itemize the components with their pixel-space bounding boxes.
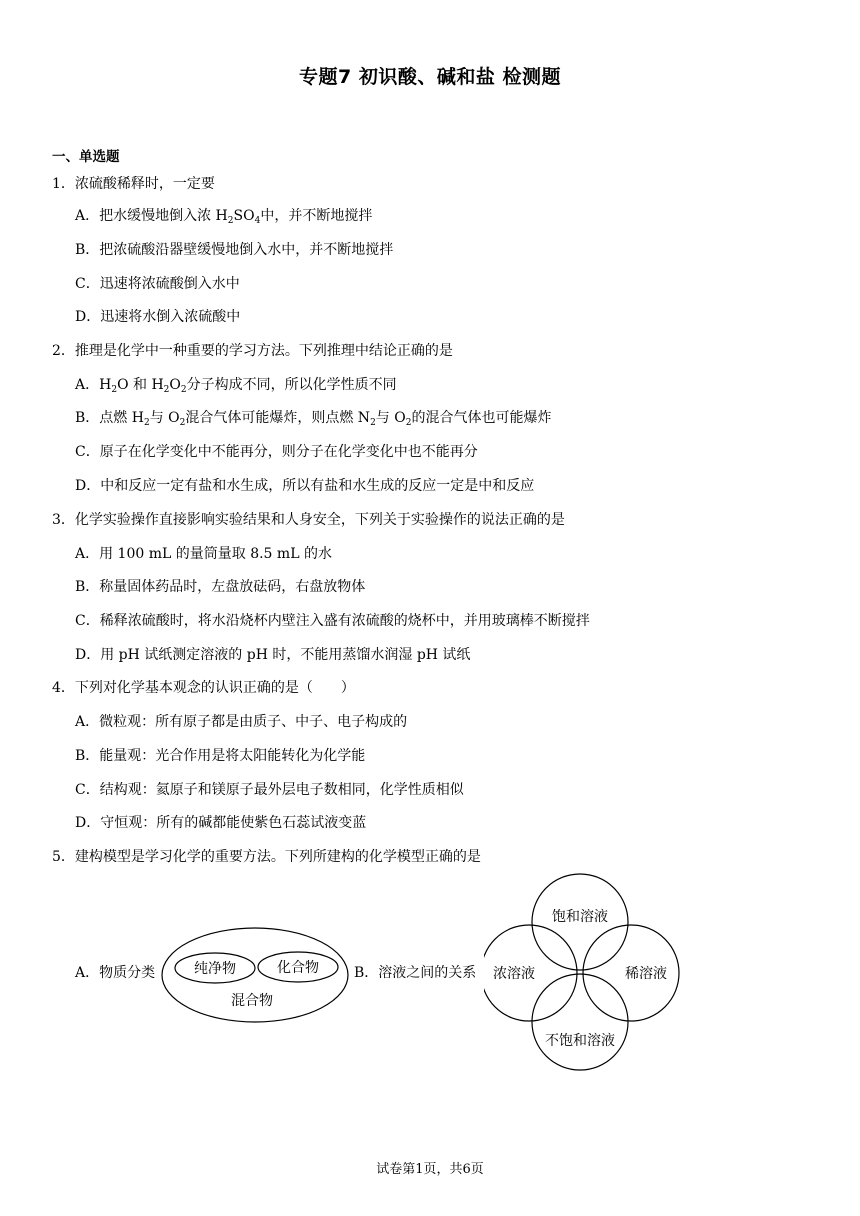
question-4-option-d: D．守恒观：所有的碱都能使紫色石蕊试液变蓝 [75, 815, 367, 831]
question-2-option-a: A．$H_2O$ 和 $H_2O_2$分子构成不同，所以化学性质不同 [75, 377, 397, 395]
question-3-option-c: C．稀释浓硫酸时，将水沿烧杯内壁注入盛有浓硫酸的烧杯中，并用玻璃棒不断搅拌 [75, 613, 590, 629]
question-2-option-c: C．原子在化学变化中不能再分，则分子在化学变化中也不能再分 [75, 444, 478, 460]
label-pure-substance: 纯净物 [194, 961, 236, 977]
question-4-option-b: B．能量观：光合作用是将太阳能转化为化学能 [75, 748, 366, 764]
classification-diagram [160, 925, 350, 1025]
question-3-option-d: D．用 pH 试纸测定溶液的 pH 时，不能用蒸馏水润湿 pH 试纸 [75, 647, 471, 663]
section-heading: 一、单选题 [52, 149, 120, 165]
question-4-stem: 4．下列对化学基本观念的认识正确的是（ ） [52, 680, 355, 696]
question-3-option-b: B．称量固体药品时，左盘放砝码，右盘放物体 [75, 579, 366, 595]
solution-relationship-diagram [484, 872, 684, 1072]
label-unsaturated: 不饱和溶液 [545, 1033, 615, 1049]
question-3-option-a: A．用 100 mL 的量筒量取 8.5 mL 的水 [75, 546, 332, 562]
question-1-option-a: A．把水缓慢地倒入浓 $H_2SO_4$中，并不断地搅拌 [75, 208, 373, 226]
question-2-option-b: B．点燃 $H_2$与 $O_2$混合气体可能爆炸，则点燃 $N_2$与 $O_2$的混合气体也可能爆炸 [75, 410, 552, 428]
question-1-option-c: C．迅速将浓硫酸倒入水中 [75, 276, 240, 292]
page-footer: 试卷第1页，共6页 [376, 1162, 484, 1177]
question-2-stem: 2．推理是化学中一种重要的学习方法。下列推理中结论正确的是 [52, 343, 453, 359]
question-5-option-a-label: A．物质分类 [75, 965, 156, 981]
circle-unsaturated [532, 974, 628, 1070]
question-3-stem: 3．化学实验操作直接影响实验结果和人身安全，下列关于实验操作的说法正确的是 [52, 512, 565, 528]
question-5-stem: 5．建构模型是学习化学的重要方法。下列所建构的化学模型正确的是 [52, 849, 481, 865]
label-concentrated: 浓溶液 [493, 966, 535, 982]
label-dilute: 稀溶液 [625, 966, 667, 982]
question-4-option-a: A．微粒观：所有原子都是由质子、中子、电子构成的 [75, 714, 408, 730]
question-1-option-d: D．迅速将水倒入浓硫酸中 [75, 309, 241, 325]
question-2-option-d: D．中和反应一定有盐和水生成，所以有盐和水生成的反应一定是中和反应 [75, 478, 535, 494]
label-compound: 化合物 [277, 960, 319, 976]
label-mixture: 混合物 [231, 993, 273, 1009]
question-5-option-b-label: B．溶液之间的关系 [354, 965, 477, 981]
page-title: 专题7 初识酸、碱和盐 检测题 [299, 66, 561, 88]
question-1-stem: 1．浓硫酸稀释时，一定要 [52, 176, 215, 192]
question-1-option-b: B．把浓硫酸沿器壁缓慢地倒入水中，并不断地搅拌 [75, 242, 394, 258]
question-4-option-c: C．结构观：氦原子和镁原子最外层电子数相同，化学性质相似 [75, 782, 464, 798]
label-saturated: 饱和溶液 [552, 909, 608, 925]
